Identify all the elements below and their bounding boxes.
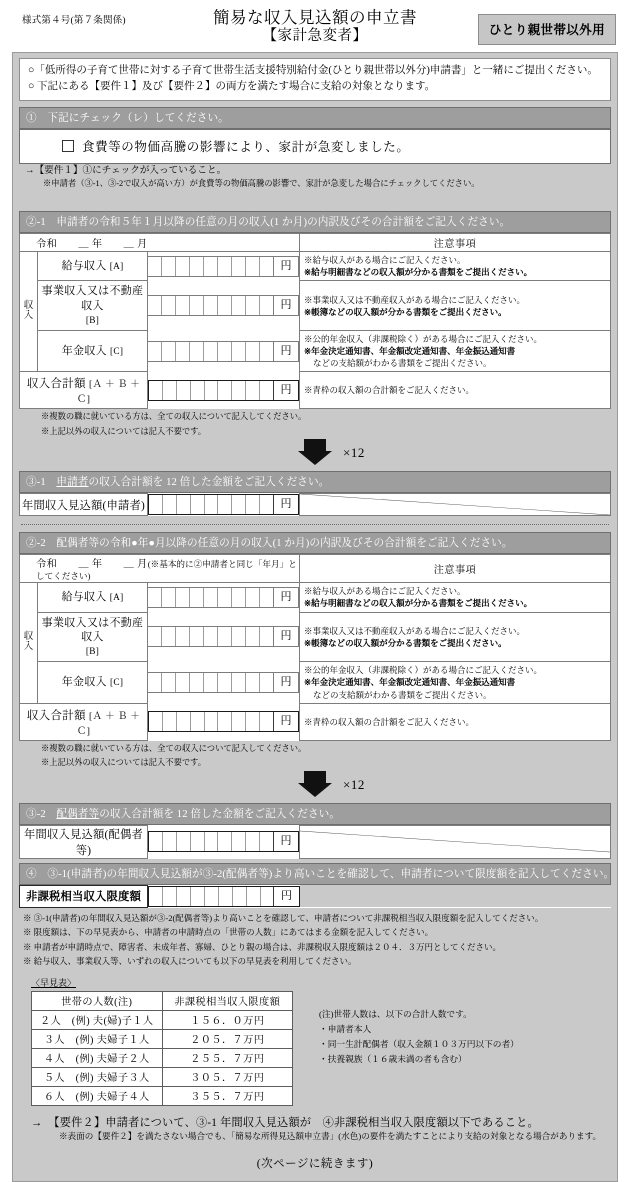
requirement-2-subtext: ※表面の【要件２】を満たさない場合でも、「簡易な所得見込額申立書」(水色)の要件を満たすことにより支給の対象となる場合があります。 [59, 1131, 602, 1142]
tax-exempt-limit-table [19, 885, 611, 908]
note-line: ※給与収入がある場合にご記入ください。 [304, 255, 466, 266]
multiply-arrow-spouse [19, 771, 611, 797]
note-cell-pension [300, 662, 611, 703]
limit-amount-cell: ２５５．７万円 [162, 1049, 293, 1068]
bar-prefix: ③-1 [26, 477, 57, 489]
row-label-business [38, 612, 148, 662]
table-row-total [20, 372, 611, 409]
section-1-checkbox-area [19, 129, 611, 164]
checkbox-label: 食費等の物価高騰の影響により、家計が急変しました。 [82, 139, 410, 154]
strikethrough-cell [300, 494, 611, 516]
tax-exempt-limit-label: 非課税相当収入限度額 [20, 885, 148, 907]
table-row [32, 1011, 293, 1030]
note-cell-pension [300, 331, 611, 372]
note-line: ※帳簿などの収入額が分かる書類をご提出ください。 [304, 306, 507, 317]
yen-unit: 円 [273, 495, 298, 514]
yen-unit: 円 [273, 832, 298, 851]
row-label-salary [38, 583, 148, 612]
quick-table-caption: 〈早見表〉 [31, 978, 77, 989]
note-line: ※給与明細書などの収入額が分かる書類をご提出ください。 [304, 267, 533, 278]
row-code: [C] [109, 347, 124, 358]
table-header-row [20, 234, 611, 252]
section-divider [21, 524, 609, 525]
bar-suffix: の収入合計額を 12 倍した金額をご記入ください。 [99, 808, 341, 820]
form-body-panel [12, 52, 618, 1182]
yen-unit: 円 [273, 673, 298, 692]
row-label-text: 年金収入 [61, 676, 107, 689]
note-item: ・扶養親族（１６歳未満の者も含む） [319, 1053, 467, 1064]
spouse-date-header [20, 555, 300, 583]
form-number: 様式第４号(第７条関係) [22, 16, 126, 26]
total-label-text: 収入合計額 [26, 709, 86, 722]
quick-table-side-note [293, 991, 519, 1067]
salary-amount-input-a[interactable] [148, 252, 300, 281]
section-2-1-bar: ②-1 申請者の令和５年１月以降の任意の月の収入(1 か月)の内訳及びその合計額をご記入ください。 [19, 211, 611, 233]
spouse-salary-amount-input-a[interactable] [148, 583, 300, 612]
yen-unit: 円 [273, 381, 298, 400]
multiply-arrow-applicant [19, 439, 611, 465]
note-cell-salary [300, 252, 611, 281]
note-line: ※ ③-1(申請者)の年間収入見込額が③-2(配偶者等)より高いことを確認して、申請者について非課税相当収入限度額を記入してください。 [23, 912, 544, 923]
title-sub: 【家計急変者】 [262, 28, 368, 45]
row-code: [A] [109, 593, 124, 604]
requirement-2-line [19, 1112, 611, 1130]
business-amount-input-b[interactable] [148, 281, 300, 331]
down-arrow-icon [298, 439, 332, 465]
intro-notice [19, 58, 611, 101]
note-line: などの支給額がわかる書類をご提出ください。 [313, 689, 492, 700]
quick-table-header-household: 世帯の人数(注) [32, 992, 163, 1011]
table-row [20, 825, 611, 858]
table-row [32, 1087, 293, 1106]
row-label-pension [38, 331, 148, 372]
section-2-2-bar: ②-2 配偶者等の令和●年●月以降の任意の月の収入(1 か月)の内訳及びその合計額をご記入ください。 [19, 532, 611, 554]
table-row [32, 1049, 293, 1068]
income-vertical-label: 収 入 [20, 583, 38, 703]
spouse-notes-header: 注意事項 [300, 555, 611, 583]
note-line: などの支給額がわかる書類をご提出ください。 [313, 358, 492, 369]
pension-amount-input-c[interactable] [148, 331, 300, 372]
note-line: ※給与明細書などの収入額が分かる書類をご提出ください。 [304, 598, 533, 609]
table-row [20, 494, 611, 516]
row-label-text: 給与収入 [61, 591, 107, 604]
note-line: ※公的年金収入（非課税除く）がある場合にご記入ください。 [304, 665, 543, 676]
yen-unit: 円 [273, 257, 298, 276]
table-row [20, 331, 611, 372]
foot-note: ※複数の職に就いている方は、全ての収入について記入してください。 [41, 412, 307, 422]
table-row-total [20, 703, 611, 740]
total-code: [Ａ ＋ Ｂ ＋ Ｃ] [76, 710, 141, 737]
table-row [20, 662, 611, 703]
yen-unit: 円 [273, 712, 298, 731]
yen-unit: 円 [273, 342, 298, 361]
note-cell-total: ※青枠の収入額の合計額をご記入ください。 [300, 372, 611, 409]
row-label-pension [38, 662, 148, 703]
applicant-total-label [20, 372, 148, 409]
limit-amount-cell: ３５５．７万円 [162, 1087, 293, 1106]
table-row [20, 252, 611, 281]
table-row [20, 885, 612, 907]
table-row [32, 1068, 293, 1087]
section-4-notes [19, 908, 611, 969]
checkbox-icon[interactable] [62, 140, 74, 152]
strikethrough-cell [300, 825, 611, 858]
intro-line-2: ○ 下記にある【要件１】及び【要件２】の両方を満たす場合に支給の対象となります。 [28, 80, 436, 92]
spouse-annual-input[interactable] [148, 825, 300, 858]
table-row [20, 281, 611, 331]
total-code: [Ａ ＋ Ｂ ＋ Ｃ] [76, 379, 141, 406]
table-header-row [20, 555, 611, 583]
applicant-annual-input[interactable] [148, 494, 300, 516]
page-header [0, 0, 630, 46]
spouse-pension-amount-input-c[interactable] [148, 662, 300, 703]
section-1-bar: ① 下記にチェック（レ）してください。 [19, 107, 611, 129]
household-size-cell: ２人 (例) 夫(婦)子１人 [32, 1011, 163, 1030]
row-code: [B] [85, 315, 100, 326]
next-page-notice: (次ページに続きます) [256, 1157, 374, 1170]
note-cell-business [300, 612, 611, 662]
yen-unit: 円 [273, 627, 298, 646]
section-3-2-bar [19, 803, 611, 825]
row-label-text: 年金収入 [61, 345, 107, 358]
spouse-income-table [19, 554, 611, 740]
quick-table-area [19, 991, 611, 1106]
note-item: ・同一生計配偶者（収入金額１０３万円以下の者） [319, 1039, 519, 1049]
row-label-text: 給与収入 [61, 260, 107, 273]
foot-note: ※上記以外の収入については記入不要です。 [41, 426, 207, 436]
multiplier-label: ×12 [343, 776, 365, 792]
requirement-2-text: 【要件２】申請者について、③-1 年間収入見込額が ④非課税相当収入限度額以下であること。 [48, 1117, 539, 1130]
applicant-total-input[interactable] [148, 372, 300, 409]
bar-underline: 配偶者等 [56, 808, 100, 820]
spouse-annual-table [19, 825, 611, 859]
household-size-cell: ３人 (例) 夫婦子１人 [32, 1030, 163, 1049]
row-label-text: 事業収入又は不動産収入 [41, 285, 144, 312]
date-header-note: (※基本的に②申請者と同じ「年月」としてください) [36, 559, 297, 582]
row-code: [B] [85, 647, 100, 658]
note-line: ※事業収入又は不動産収入がある場合にご記入ください。 [304, 625, 526, 636]
income-vertical-label: 収 入 [20, 252, 38, 372]
applicant-date-header: 令和 ＿ 年 ＿ 月 [20, 234, 300, 252]
table-row [32, 1030, 293, 1049]
household-size-cell: ５人 (例) 夫婦子３人 [32, 1068, 163, 1087]
applicant-annual-label: 年間収入見込額(申請者) [20, 494, 148, 516]
multiplier-label: ×12 [343, 445, 365, 461]
yen-unit: 円 [273, 588, 298, 607]
tax-exempt-quick-table [31, 991, 293, 1106]
household-size-cell: ６人 (例) 夫婦子４人 [32, 1087, 163, 1106]
note-line: ※ 限度額は、下の早見表から、申請者の申請時点の「世帯の人数」にあてはまる金額を記入してください。 [23, 927, 434, 938]
requirement-1-note [19, 164, 611, 191]
bar-suffix: の収入合計額を 12 倍した金額をご記入ください。 [88, 477, 330, 489]
requirement-1-subtext: ※申請者（③-1、③-2で収入が高い方）が食費等の物価高騰の影響で、家計が急変した場合にチェックしてください。 [43, 179, 480, 189]
note-line: ※年金決定通知書、年金額改定通知書、年金振込通知書 [304, 346, 516, 357]
empty-cell [300, 885, 612, 907]
quick-table-header-limit: 非課税相当収入限度額 [162, 992, 293, 1011]
row-code: [A] [109, 262, 124, 273]
note-cell-business [300, 281, 611, 331]
bar-prefix: ③-2 [26, 808, 57, 820]
household-type-badge: ひとり親世帯以外用 [478, 14, 616, 45]
limit-amount-cell: ３０５．７万円 [162, 1068, 293, 1087]
yen-unit: 円 [273, 296, 298, 315]
row-label-business [38, 281, 148, 331]
household-size-cell: ４人 (例) 夫婦子２人 [32, 1049, 163, 1068]
arrow-right-icon: → [31, 1117, 43, 1130]
note-item: ・申請者本人 [319, 1024, 372, 1035]
table-header-row [32, 992, 293, 1011]
note-line: ※帳簿などの収入額が分かる書類をご提出ください。 [304, 637, 507, 648]
intro-line-1: ○「低所得の子育て世帯に対する子育て世帯生活支援特別給付金(ひとり親世帯以外分)申請書」と一緒にご提出ください。 [28, 65, 598, 76]
note-title: (注)世帯人数は、以下の合計人数です。 [319, 1009, 472, 1020]
note-line: ※給与収入がある場合にご記入ください。 [304, 586, 466, 597]
bar-underline: 申請者 [56, 477, 89, 489]
spouse-business-amount-input-b[interactable] [148, 612, 300, 662]
checkbox-row[interactable] [20, 137, 610, 155]
yen-unit: 円 [273, 887, 298, 906]
note-line: ※公的年金収入（非課税除く）がある場合にご記入ください。 [304, 334, 543, 345]
title-main: 簡易な収入見込額の申立書 [213, 8, 417, 27]
row-label-text: 事業収入又は不動産収入 [41, 616, 144, 643]
spouse-annual-label: 年間収入見込額(配偶者等) [20, 825, 148, 858]
applicant-foot-notes [19, 409, 611, 439]
limit-amount-cell: １５６．０万円 [162, 1011, 293, 1030]
applicant-annual-table [19, 493, 611, 516]
date-header-text: 令和 ＿ 年 ＿ 月 [36, 559, 148, 571]
section-4-bar: ④ ③-1(申請者)の年間収入見込額が③-2(配偶者等)より高いことを確認して、申請者について限度額を記入してください。 [19, 863, 611, 885]
foot-note: ※上記以外の収入については記入不要です。 [41, 758, 207, 768]
spouse-foot-notes [19, 741, 611, 771]
applicant-notes-header: 注意事項 [300, 234, 611, 252]
total-label-text: 収入合計額 [26, 378, 86, 391]
row-label-salary [38, 252, 148, 281]
foot-note: ※複数の職に就いている方は、全ての収入について記入してください。 [41, 743, 307, 753]
table-row [20, 583, 611, 612]
note-line: ※年金決定通知書、年金額改定通知書、年金振込通知書 [304, 677, 516, 688]
spouse-total-label [20, 703, 148, 740]
note-line: ※ 給与収入、事業収入等、いずれの収入についても以下の早見表を利用してください。 [23, 956, 357, 967]
applicant-income-table [19, 233, 611, 409]
table-row [20, 612, 611, 662]
note-cell-total: ※青枠の収入額の合計額をご記入ください。 [300, 703, 611, 740]
note-line: ※ 申請者が申請時点で、障害者、未成年者、寡婦、ひとり親の場合は、非課税収入限度額は２０４．３万円としてください。 [23, 941, 501, 952]
down-arrow-icon [298, 771, 332, 797]
spouse-total-input[interactable] [148, 703, 300, 740]
row-code: [C] [109, 678, 124, 689]
tax-exempt-limit-input[interactable] [148, 885, 300, 907]
section-3-1-bar [19, 471, 611, 493]
requirement-1-text: →【要件１】①にチェックが入っていること。 [25, 164, 227, 176]
note-cell-salary [300, 583, 611, 612]
limit-amount-cell: ２０５．７万円 [162, 1030, 293, 1049]
note-line: ※事業収入又は不動産収入がある場合にご記入ください。 [304, 294, 526, 305]
